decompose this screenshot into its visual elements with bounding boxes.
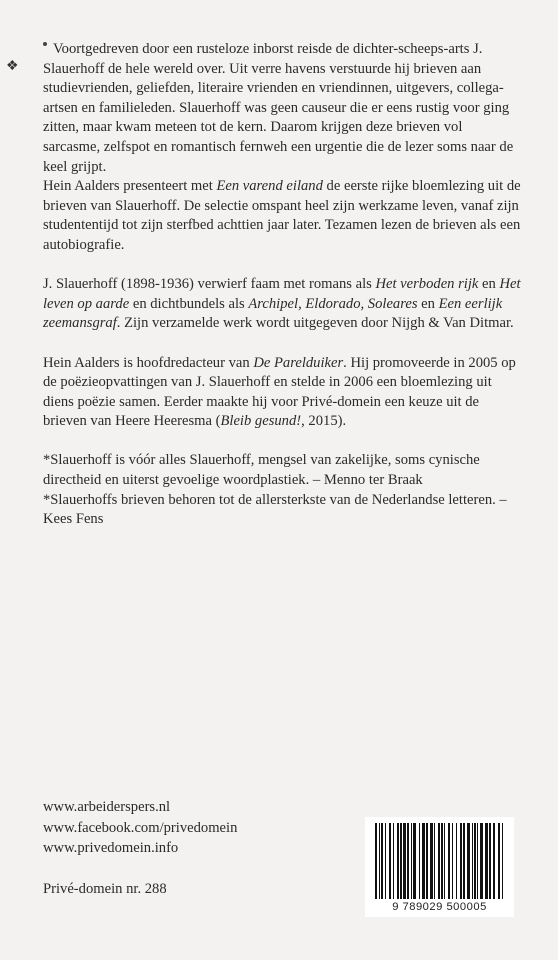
text-span: . Hij promoveerde in 2005 op de poëzieopvattingen van J. Slauerhoff en stelde in 2006 een bloemlezing uit diens poëzie samen. Eerder maakte hij voor Privé-domein een keuze uit de brieven van Heere Heeresma ( — [43, 354, 516, 430]
barcode-digits: 9 789029 500005 — [392, 901, 487, 913]
barcode-bar — [467, 823, 470, 899]
book-title: Het verboden rijk — [375, 276, 479, 293]
book-title: Het leven op aarde — [43, 276, 521, 312]
bullet-mark: ❖ — [6, 59, 19, 74]
barcode-bar — [400, 823, 402, 899]
barcode-bar — [422, 823, 425, 899]
barcode-bar — [474, 823, 476, 899]
barcode-bar — [375, 823, 377, 899]
blurb-paragraph-2 — [43, 177, 521, 255]
barcode-bar — [444, 823, 445, 899]
book-title: Bleib gesund! — [220, 413, 302, 430]
barcode-bar — [403, 823, 406, 899]
barcode-bar — [411, 823, 412, 899]
barcode-bar — [389, 823, 391, 899]
text-span: en — [478, 276, 500, 293]
link-privedomein[interactable]: www.privedomein.info — [43, 840, 179, 856]
barcode-bar — [430, 823, 433, 899]
barcode-bar — [426, 823, 428, 899]
book-title: Archipel, Eldorado, Soleares — [248, 295, 418, 312]
blurb-paragraph-1: Voortgedreven door een rusteloze inborst reisde de dichter-scheeps-arts J. Slauerhoff de hele wereld over. Uit verre havens verstuurde hij brieven aan studievrienden, geliefden, literaire vrienden en vriendinnen, uitgevers, collega-artsen en familieleden. Slauerhoff was geen causeur die er eens rustig voor ging zitten, maar kwam meteen tot de kern. Daarom krijgen deze brieven vol sarcasme, zelfspot en romantisch fernweh een urgentie die de lezer soms naar de keel grijpt. — [43, 41, 514, 175]
barcode-bar — [407, 823, 409, 899]
barcode-bar — [452, 823, 453, 899]
barcode-bar — [480, 823, 483, 899]
link-facebook[interactable]: www.facebook.com/privedomein — [43, 819, 238, 836]
barcode-bar — [441, 823, 443, 899]
text-span: , 2015). — [301, 413, 347, 430]
quote-ter-braak: *Slauerhoff is vóór alles Slauerhoff, mengsel van zakelijke, soms cynische directheid en uiterst gevoelige woordplastiek. – Menno ter Braak — [43, 452, 480, 489]
barcode-bar — [498, 823, 500, 899]
text-span: Hein Aalders presenteert met — [43, 178, 217, 195]
barcode-bar — [413, 823, 416, 899]
barcode-bar — [434, 823, 435, 899]
barcode-bar — [463, 823, 465, 899]
barcode-bar — [502, 823, 503, 899]
text-span: J. Slauerhoff (1898-1936) verwierf faam met romans als — [43, 276, 376, 293]
barcode-bar — [460, 823, 462, 899]
book-title: Een varend eiland — [216, 178, 323, 195]
text-span: en — [417, 295, 439, 312]
barcode-bars — [365, 817, 514, 901]
barcode-bar — [472, 823, 473, 899]
barcode-bar — [477, 823, 478, 899]
series-number: Privé-domein nr. 288 — [43, 881, 167, 897]
barcode-bar — [385, 823, 386, 899]
blurb-paragraph-4 — [43, 354, 521, 432]
blurb-paragraph-3 — [43, 275, 521, 334]
link-arbeiderspers[interactable]: www.arbeiderspers.nl — [43, 799, 171, 815]
text-span: de eerste rijke bloemlezing uit de brieven van Slauerhoff. De selectie omspant heel zijn werkzame leven, vanaf zijn studententijd tot zijn sterfbed achttien jaar later. Tezamen lezen de brieven als een autobiografie. — [43, 178, 521, 253]
barcode-bar — [485, 823, 488, 899]
text-span: . Zijn verzamelde werk wordt uitgegeven door Nijgh & Van Ditmar. — [116, 315, 514, 332]
web-links — [43, 797, 237, 859]
barcode-bar — [397, 823, 399, 899]
magazine-title: De Parelduiker — [253, 354, 344, 371]
barcode-bar — [438, 823, 440, 899]
barcode-bar — [493, 823, 495, 899]
barcode-bar — [379, 823, 380, 899]
quote-fens: *Slauerhoffs brieven behoren tot de allersterkste van de Nederlandse letteren. – Kees Fens — [43, 491, 507, 528]
text-span: Hein Aalders is hoofdredacteur van — [43, 354, 254, 371]
barcode-bar — [456, 823, 457, 899]
barcode-bar — [489, 823, 491, 899]
isbn-barcode — [365, 817, 514, 917]
text-span: en dichtbundels als — [129, 295, 249, 312]
barcode-bar — [393, 823, 394, 899]
book-title: Een eerlijk zeemansgraf — [43, 295, 503, 332]
barcode-bar — [381, 823, 383, 899]
barcode-bar — [419, 823, 420, 899]
blurb-text — [43, 40, 521, 530]
barcode-bar — [448, 823, 450, 899]
